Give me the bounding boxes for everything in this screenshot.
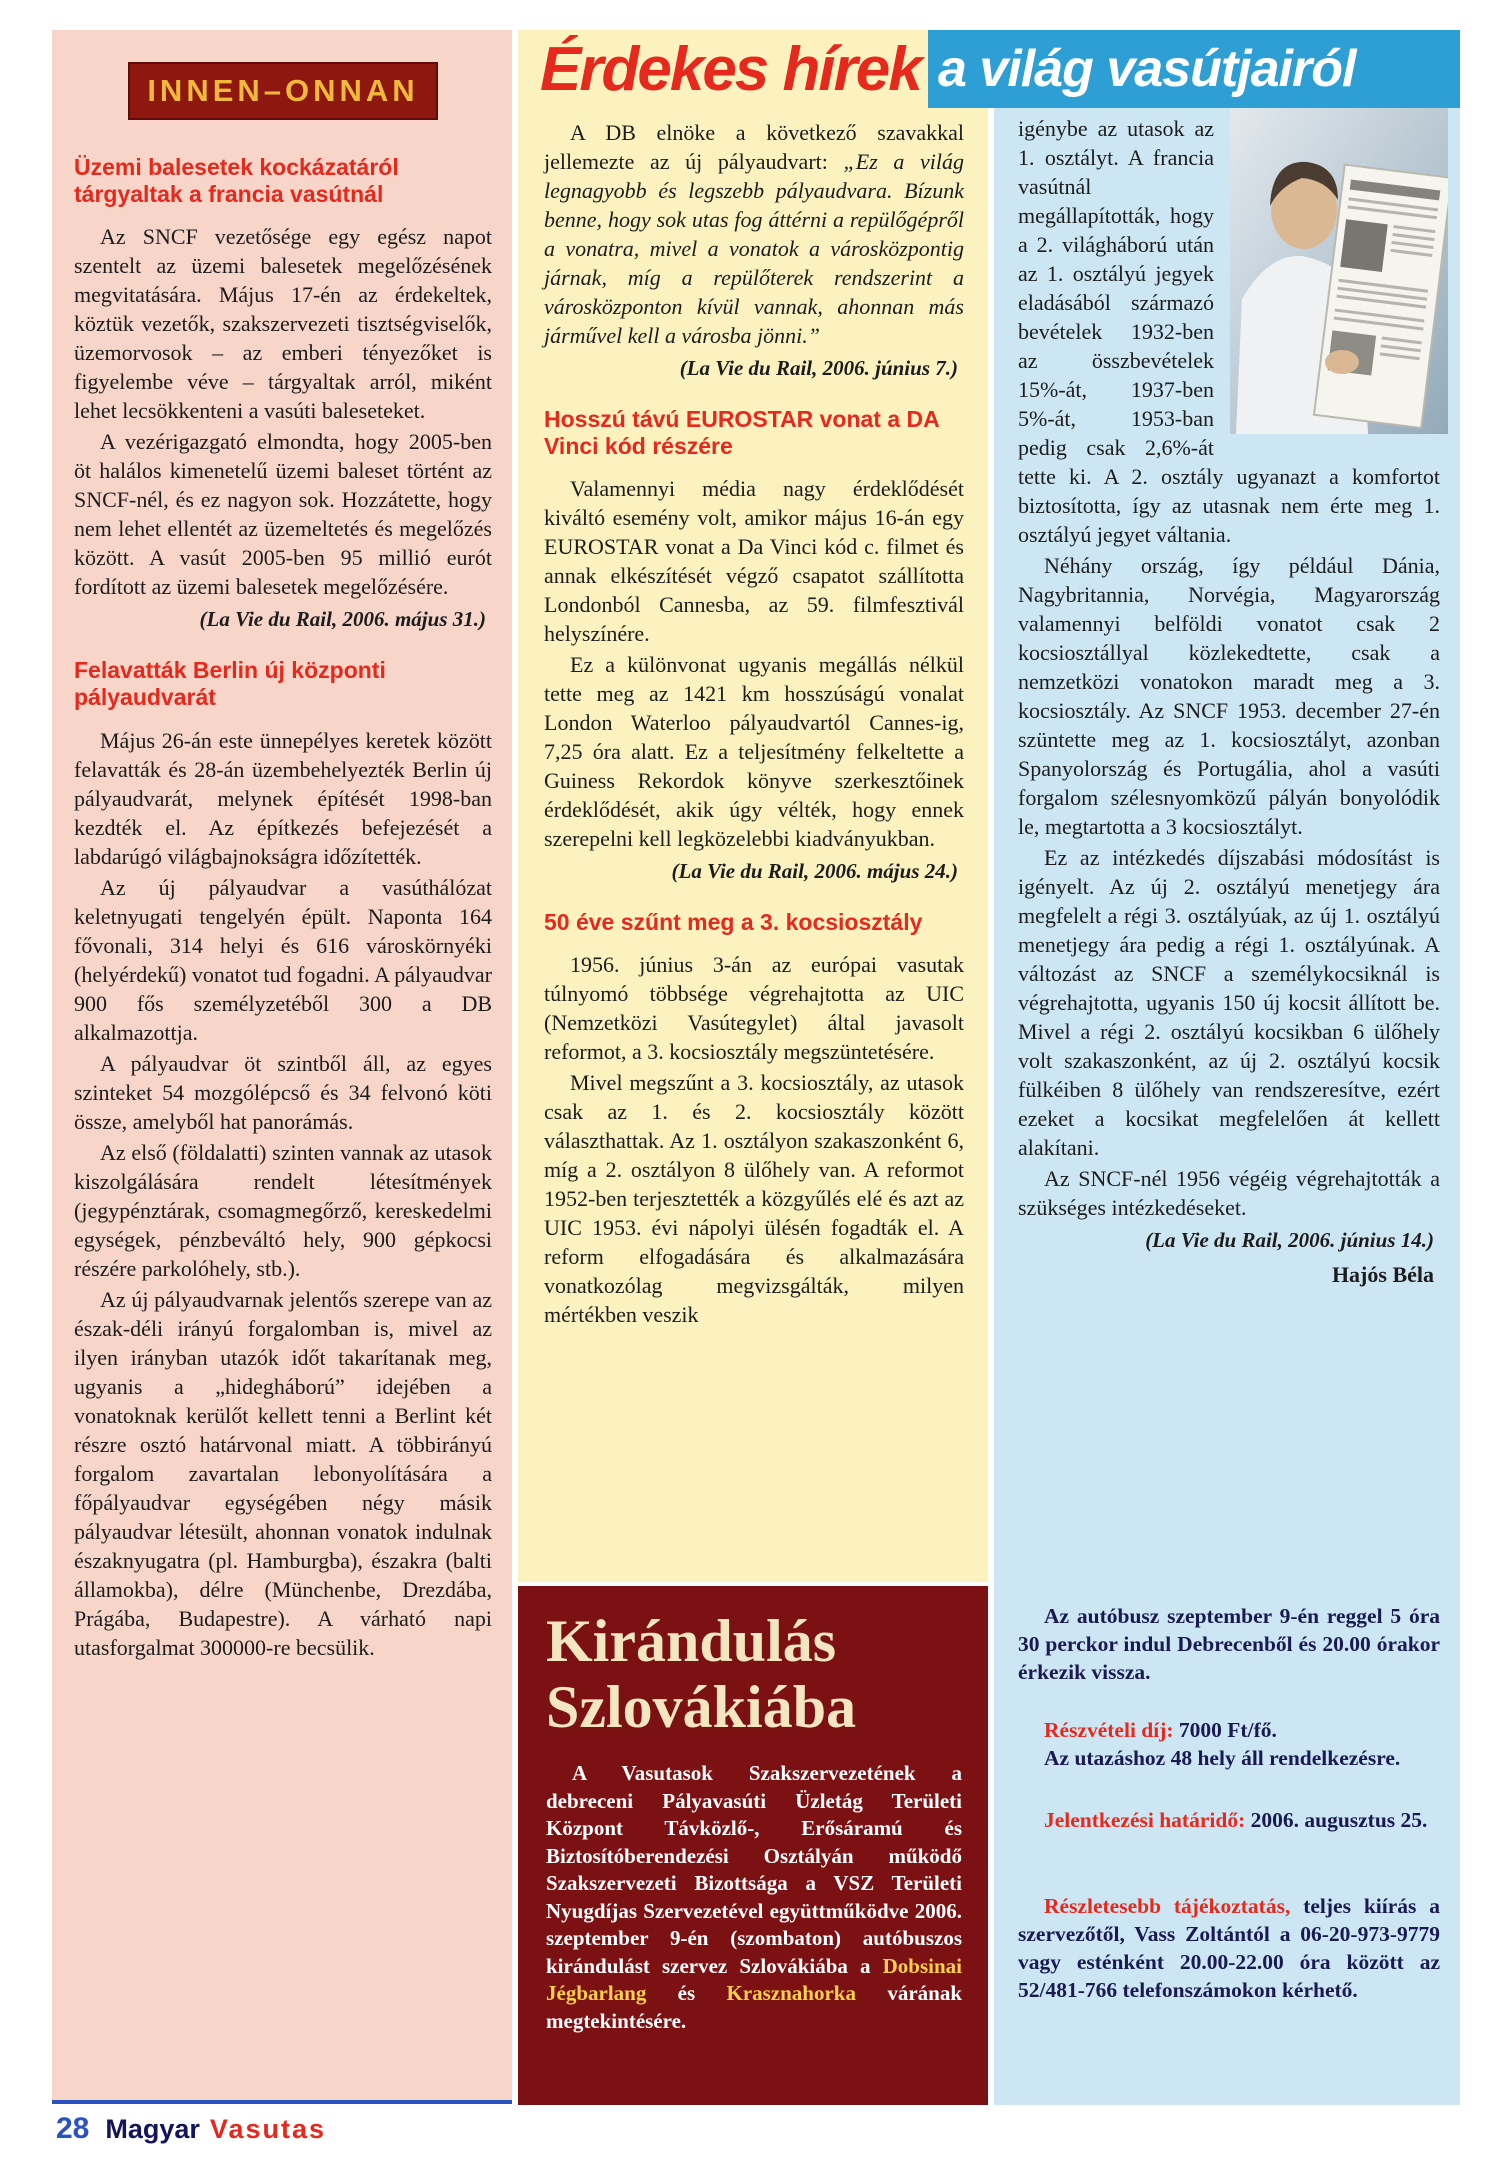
page-title-red: Érdekes hírek xyxy=(540,35,921,104)
paragraph: Az új pályaudvarnak jelentős szerepe van az észak-déli irányú forgalomban is, mivel az ilyen irányban utazók időt takarítanak meg, ugyanis a „hidegháború” idejében a vonatoknak kerülőt kellett tenni a Berlint két részre osztó határvonal miatt. A többirányú forgalom zavartalan lebonyolítására a főpályaudvar egységében négy másik pályaudvar létesült, ahonnan vonatok indulnak északnyugatra (pl. Hamburgba), északra (balti államokba), délre (Münchenbe, Drezdába, Prágába, Budapestre). A várható napi utasforgalmat 300000-re becsülik. xyxy=(74,1286,492,1660)
trip-detail-text: 2006. augusztus 25. xyxy=(1245,1808,1428,1832)
trip-detail-text: Az autóbusz szeptember 9-én reggel 5 óra 30 perckor indul Debrecenből és 20.00 órakor érkezik vissza. xyxy=(1018,1604,1440,1684)
trip-detail-contact xyxy=(1018,1892,1440,2004)
paragraph: Az új pályaudvar a vasúthálózat keletnyugati tengelyén épült. Naponta 164 fővonali, 314 helyi és 616 városkörnyéki (helyérdekű) vonatot tud fogadni. A pályaudvar 900 fős személyzetéből 300 a DB alkalmazottja. xyxy=(74,874,492,1045)
article-heading-sncf-accidents: Üzemi balesetek kockázatáról tárgyaltak a francia vasútnál xyxy=(74,154,399,208)
trip-announcement-box xyxy=(518,1586,988,2105)
source-citation: (La Vie du Rail, 2006. május 24.) xyxy=(671,859,958,884)
article-heading-third-class: 50 éve szűnt meg a 3. kocsiosztály xyxy=(544,909,923,936)
source-citation: (La Vie du Rail, 2006. június 14.) xyxy=(1145,1228,1434,1252)
paragraph: 1956. június 3-án az európai vasutak túlnyomó többsége végrehajtotta az UIC (Nemzetközi Vasútegylet) által javasolt reformot, a 3. kocsiosztály megszüntetésére. xyxy=(544,952,964,1065)
trip-detail-schedule xyxy=(1018,1602,1440,1686)
newspaper-reader-illustration xyxy=(1230,104,1448,434)
paragraph: Az SNCF vezetősége egy egész napot szentelt az üzemi balesetek megelőzésének megvitatására. Május 17-én az érdekeltek, köztük vezetők, szakszervezeti tisztségviselők, üzemorvosok – az emberi tényezőket is figyelembe véve – tárgyaltak arról, miként lehet lecsökkenteni a vasúti baleseteket. xyxy=(74,224,492,424)
innen-onnan-box xyxy=(128,62,438,120)
page-title-white: a világ vasútjairól xyxy=(938,40,1356,98)
source-citation: (La Vie du Rail, 2006. június 7.) xyxy=(679,356,958,380)
trip-details xyxy=(994,1586,1460,2004)
left-column xyxy=(52,30,512,2102)
quote-intro: A DB elnöke a következő szavakkal jellemezte az új pályaudvart: xyxy=(544,120,964,174)
paragraph-db-quote xyxy=(544,118,964,350)
page-title-band xyxy=(928,30,1460,108)
paragraph: Ez az intézkedés díjszabási módosítást is igényelt. Az új 2. osztályú menetjegy ára megfelelt a régi 3. osztályúak, az új 1. osztályú menetjegy ára pedig a régi 1. osztályúnak. A változást az SNCF a személykocsiknál is végrehajtotta, ugyanis 150 új kocsit állított be. Mivel a régi 2. osztályú kocsikban 6 ülőhely volt szakaszonként, az új 2. osztályú kocsik fülkéiben 8 ülőhely van rendszeresítve, ezért ezeket a kocsikat megfelelően át kellett alakítani. xyxy=(1018,845,1440,1160)
paragraph: Ez a különvonat ugyanis megállás nélkül tette meg az 1421 km hosszúságú vonalat London Waterloo pályaudvartól Cannes-ig, 7,25 óra alatt. Ez a teljesítmény felkeltette a Guiness Rekordok könyve szerkesztőinek érdeklődését, akik úgy vélték, hogy ennek szerepelni kell legközelebbi kiadványukban. xyxy=(544,652,964,852)
trip-text-segment: A Vasutasok Szakszervezetének a debreceni Pályavasúti Üzletág Területi Központ Távközlő-, Erősáramú és Biztosítóberendezési Osztályán működő Szakszervezeti Bizottsága a VSZ Területi Nyugdíjas Szervezetével együttműködve 2006. szeptember 9-én (szombaton) autóbuszos kirándulást szervez Szlovákiába a xyxy=(546,1761,962,1978)
paragraph: A vezérigazgató elmondta, hogy 2005-ben öt halálos kimenetelű üzemi baleset történt az SNCF-nél, és ez nagyon sok. Hozzátette, hogy nem lehet ellentét az üzemeltetés és megelőzés között. A vasút 2005-ben 95 millió eurót fordított az üzemi balesetek megelőzésére. xyxy=(74,429,492,600)
source-citation: (La Vie du Rail, 2006. május 31.) xyxy=(199,607,486,632)
page-footer xyxy=(52,2100,512,2146)
middle-column xyxy=(518,30,988,1582)
quote-text: „Ez a világ legnagyobb és legszebb pályaudvara. Bízunk benne, hogy sok utas fog áttérni a repülőgépről a vonatra, mivel a vonatok a városközpontig járnak, míg a repülőterek rendszerint a városközponton kívül vannak, ahonnan más járművel kell a városba jönni.” xyxy=(544,149,965,348)
man-reading-newspaper-photo xyxy=(1230,104,1448,434)
trip-detail-text: Az utazáshoz 48 hely áll rendelkezésre. xyxy=(1044,1746,1401,1770)
paragraph: Az első (földalatti) szinten vannak az utasok kiszolgálására rendelt létesítmények (jegypénztárak, csomagmegőrző, kereskedelmi egységek, pénzbeváltó hely, 900 gépkocsi részére parkolóhely, stb.). xyxy=(74,1139,492,1281)
paragraph: A pályaudvar öt szintből áll, az egyes szinteket 54 mozgólépcső és 34 felvonó köti össze, amelyből hat panorámás. xyxy=(74,1050,492,1134)
paragraph: Valamennyi média nagy érdeklődését kiváltó esemény volt, amikor május 16-án egy EUROSTAR vonat a Da Vinci kód c. filmet és annak elkészítését végző csapatot szállította Londonból Cannesba, az 59. filmfesztivál helyszínére. xyxy=(544,476,964,647)
article-heading-berlin-station: Felavatták Berlin új központi pályaudvarát xyxy=(74,657,386,711)
trip-detail-price xyxy=(1018,1716,1440,1744)
article-heading-eurostar: Hosszú távú EUROSTAR vonat a DA Vinci kód részére xyxy=(544,406,939,460)
paragraph: Május 26-án este ünnepélyes keretek között felavatták és 28-án üzembehelyezték Berlin új pályaudvarát, melynek építését 1998-ban kezdték el. Az építkezés befejezését a labdarúgó világbajnokságra időzítették. xyxy=(74,727,492,869)
trip-detail-deadline xyxy=(1018,1806,1440,1834)
paragraph: Mivel megszűnt a 3. kocsiosztály, az utasok csak az 1. és 2. kocsiosztály között választhattak. Az 1. osztályon szakaszonként 6, míg a 2. osztályon 8 ülőhely van. A reformot 1952-ben terjesztették a közgyűlés elé és azt az UIC 1953. évi nápolyi ülésén fogadták el. A reform elfogadására és alkalmazására vonatkozólag megvizsgálták, milyen mértékben veszik xyxy=(544,1070,964,1328)
trip-description xyxy=(546,1760,962,2035)
trip-detail-label: Jelentkezési határidő: xyxy=(1044,1808,1246,1832)
author-byline: Hajós Béla xyxy=(1331,1262,1434,1287)
trip-detail-text: 7000 Ft/fő. xyxy=(1173,1718,1277,1742)
trip-highlight-dobsinai: Dobsinai Jégbarlang xyxy=(546,1953,962,2005)
trip-text-segment: várának megtekintésére. xyxy=(546,1981,962,2033)
trip-detail-seats xyxy=(1018,1744,1440,1772)
trip-detail-label: Részvételi díj: xyxy=(1044,1718,1174,1742)
trip-title: Kirándulás Szlovákiába xyxy=(546,1608,857,1740)
magazine-name-vasutas: Vasutas xyxy=(209,2114,326,2144)
trip-detail-label: Részletesebb tájékoztatás, xyxy=(1044,1894,1291,1918)
trip-highlight-krasznahorka: Krasznahorka xyxy=(726,1981,856,2005)
trip-text-segment: és xyxy=(646,1981,727,2005)
innen-onnan-title: INNEN–ONNAN xyxy=(147,73,419,108)
page-number: 28 xyxy=(56,2112,90,2145)
paragraph: igénybe az utasok az 1. osztályt. A francia vasútnál megállapították, hogy a 2. világháború után az 1. osztályú jegyek eladásából származó bevételek 1932-ben az összbevételek 15%-át, 1937-ben 5%-át, 1953-ban pedig csak 2,6%-át tette ki. A 2. osztály ugyanazt a komfortot biztosította, így az utasnak nem érte meg 1. osztályú jegyet váltania. xyxy=(1018,116,1440,547)
paragraph: Néhány ország, így például Dánia, Nagybritannia, Norvégia, Magyarország valamennyi belföldi vonatot csak 2 kocsiosztállyal közlekedtette, csak a nemzetközi vonatokon maradt meg a 3. kocsiosztály. Az SNCF 1953. december 27-én szüntette meg az 1. kocsiosztályt, azonban Spanyolország és Portugália, ahol a vasúti forgalom szélesnyomközű pályán bonyolódik le, megtartotta a 3 kocsiosztályt. xyxy=(1018,553,1440,839)
magazine-name-magyar: Magyar xyxy=(105,2114,200,2144)
trip-detail-text: teljes kiírás a szervezőtől, Vass Zoltántól a 06-20-973-9779 vagy esténként 20.00-22.00 óra között az 52/481-766 telefonszámokon kérhető. xyxy=(1018,1894,1441,2002)
paragraph: Az SNCF-nél 1956 végéig végrehajtották a szükséges intézkedéseket. xyxy=(1018,1166,1440,1220)
